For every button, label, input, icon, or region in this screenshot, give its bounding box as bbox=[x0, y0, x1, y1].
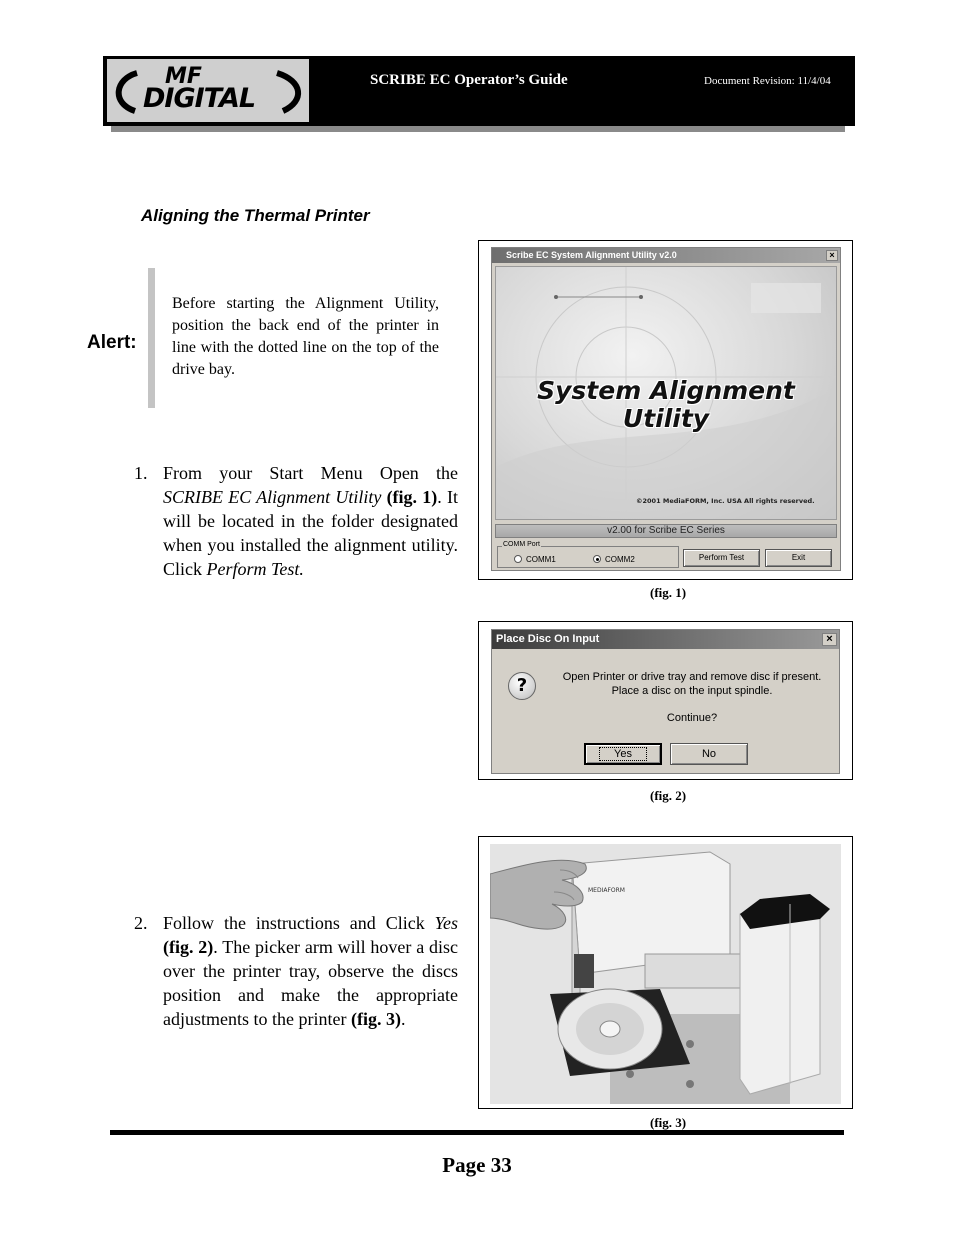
dialog-title-text: Place Disc On Input bbox=[496, 633, 600, 645]
step-2-segment: (fig. 3) bbox=[350, 1009, 401, 1029]
close-icon[interactable]: × bbox=[826, 250, 838, 261]
version-bar: v2.00 for Scribe EC Series bbox=[495, 524, 837, 538]
dialog-continue-prompt: Continue? bbox=[666, 712, 718, 724]
comm1-radio[interactable] bbox=[514, 555, 556, 564]
logo-digital-text: DIGITAL bbox=[143, 83, 256, 114]
comm-port-group bbox=[497, 541, 679, 568]
document-revision: Document Revision: 11/4/04 bbox=[704, 75, 831, 87]
logo-graphic bbox=[107, 59, 309, 122]
close-icon[interactable]: × bbox=[822, 633, 837, 646]
step-2-text bbox=[163, 911, 458, 1031]
splash-headline-line-2: Utility bbox=[622, 404, 710, 433]
radio-selected-icon bbox=[593, 555, 601, 563]
step-1-segment: From your Start Menu Open the bbox=[163, 463, 458, 483]
dialog-message-line-2: Place a disc on the input spindle. bbox=[611, 685, 773, 697]
yes-button[interactable] bbox=[584, 743, 662, 765]
place-disc-dialog bbox=[491, 629, 840, 774]
step-1-segment: Perform Test. bbox=[206, 559, 304, 579]
splash-headline-line-1: System Alignment bbox=[537, 376, 795, 405]
exit-button[interactable]: Exit bbox=[765, 549, 832, 567]
question-icon: ? bbox=[508, 672, 536, 700]
yes-button-label: Yes bbox=[600, 748, 646, 760]
step-1-segment: (fig. 1) bbox=[386, 487, 438, 507]
alignment-utility-window bbox=[491, 247, 841, 571]
printer-brand-label: MEDIAFORM bbox=[588, 887, 625, 894]
step-2-segment: Follow the instructions and Click bbox=[163, 913, 435, 933]
splash-headline bbox=[496, 377, 836, 433]
perform-test-button[interactable]: Perform Test bbox=[683, 549, 760, 567]
section-title: Aligning the Thermal Printer bbox=[141, 206, 370, 225]
comm2-radio[interactable] bbox=[593, 555, 635, 564]
figure-2 bbox=[478, 621, 853, 780]
comm2-label: COMM2 bbox=[605, 555, 635, 564]
step-1-number: 1. bbox=[134, 463, 148, 483]
page-number: Page 33 bbox=[442, 1153, 512, 1177]
step-1-segment: SCRIBE EC Alignment Utility bbox=[163, 487, 382, 507]
step-1-text bbox=[163, 461, 458, 581]
step-2-segment: (fig. 2) bbox=[163, 937, 214, 957]
window-title-text: Scribe EC System Alignment Utility v2.0 bbox=[506, 250, 677, 260]
mf-digital-logo bbox=[107, 59, 309, 122]
alert-text: Before starting the Alignment Utility, position the back end of the printer in line with the dotted line on the top of the drive bay. bbox=[172, 295, 439, 378]
printer-photo-drawing bbox=[490, 844, 841, 1104]
alert-label: Alert: bbox=[87, 332, 137, 353]
dialog-title-bar bbox=[492, 630, 839, 649]
printer-photo bbox=[490, 844, 841, 1104]
figure-1 bbox=[478, 240, 853, 580]
step-1-segment: . It will be located in the folder designated when you installed the alignment utility. Click bbox=[163, 487, 459, 579]
logo-mf-text: MF bbox=[165, 64, 202, 89]
dialog-message bbox=[552, 670, 832, 698]
splash-graphic bbox=[495, 266, 837, 520]
figure-3 bbox=[478, 836, 853, 1109]
step-2-segment: . bbox=[400, 1009, 406, 1029]
comm1-label: COMM1 bbox=[526, 555, 556, 564]
alert-bar bbox=[148, 268, 155, 408]
step-2-segment: . The picker arm will hover a disc over the printer tray, observe the discs position and make the appropriate adjustments to the printer bbox=[163, 937, 459, 1029]
no-button[interactable]: No bbox=[670, 743, 748, 765]
radio-icon bbox=[514, 555, 522, 563]
footer-rule bbox=[110, 1130, 844, 1135]
step-2-number: 2. bbox=[134, 913, 148, 933]
comm-port-label: COMM Port bbox=[503, 541, 540, 548]
dialog-message-line-1: Open Printer or drive tray and remove disc if present. bbox=[562, 671, 822, 683]
step-2-segment: Yes bbox=[434, 913, 458, 933]
splash-copyright: ©2001 MediaFORM, Inc. USA All rights reserved. bbox=[636, 497, 815, 505]
window-title-bar bbox=[492, 248, 840, 263]
figure-3-caption: (fig. 3) bbox=[650, 1115, 687, 1130]
document-title: SCRIBE EC Operator’s Guide bbox=[370, 72, 568, 88]
figure-1-caption: (fig. 1) bbox=[650, 585, 687, 600]
figure-2-caption: (fig. 2) bbox=[650, 788, 687, 803]
